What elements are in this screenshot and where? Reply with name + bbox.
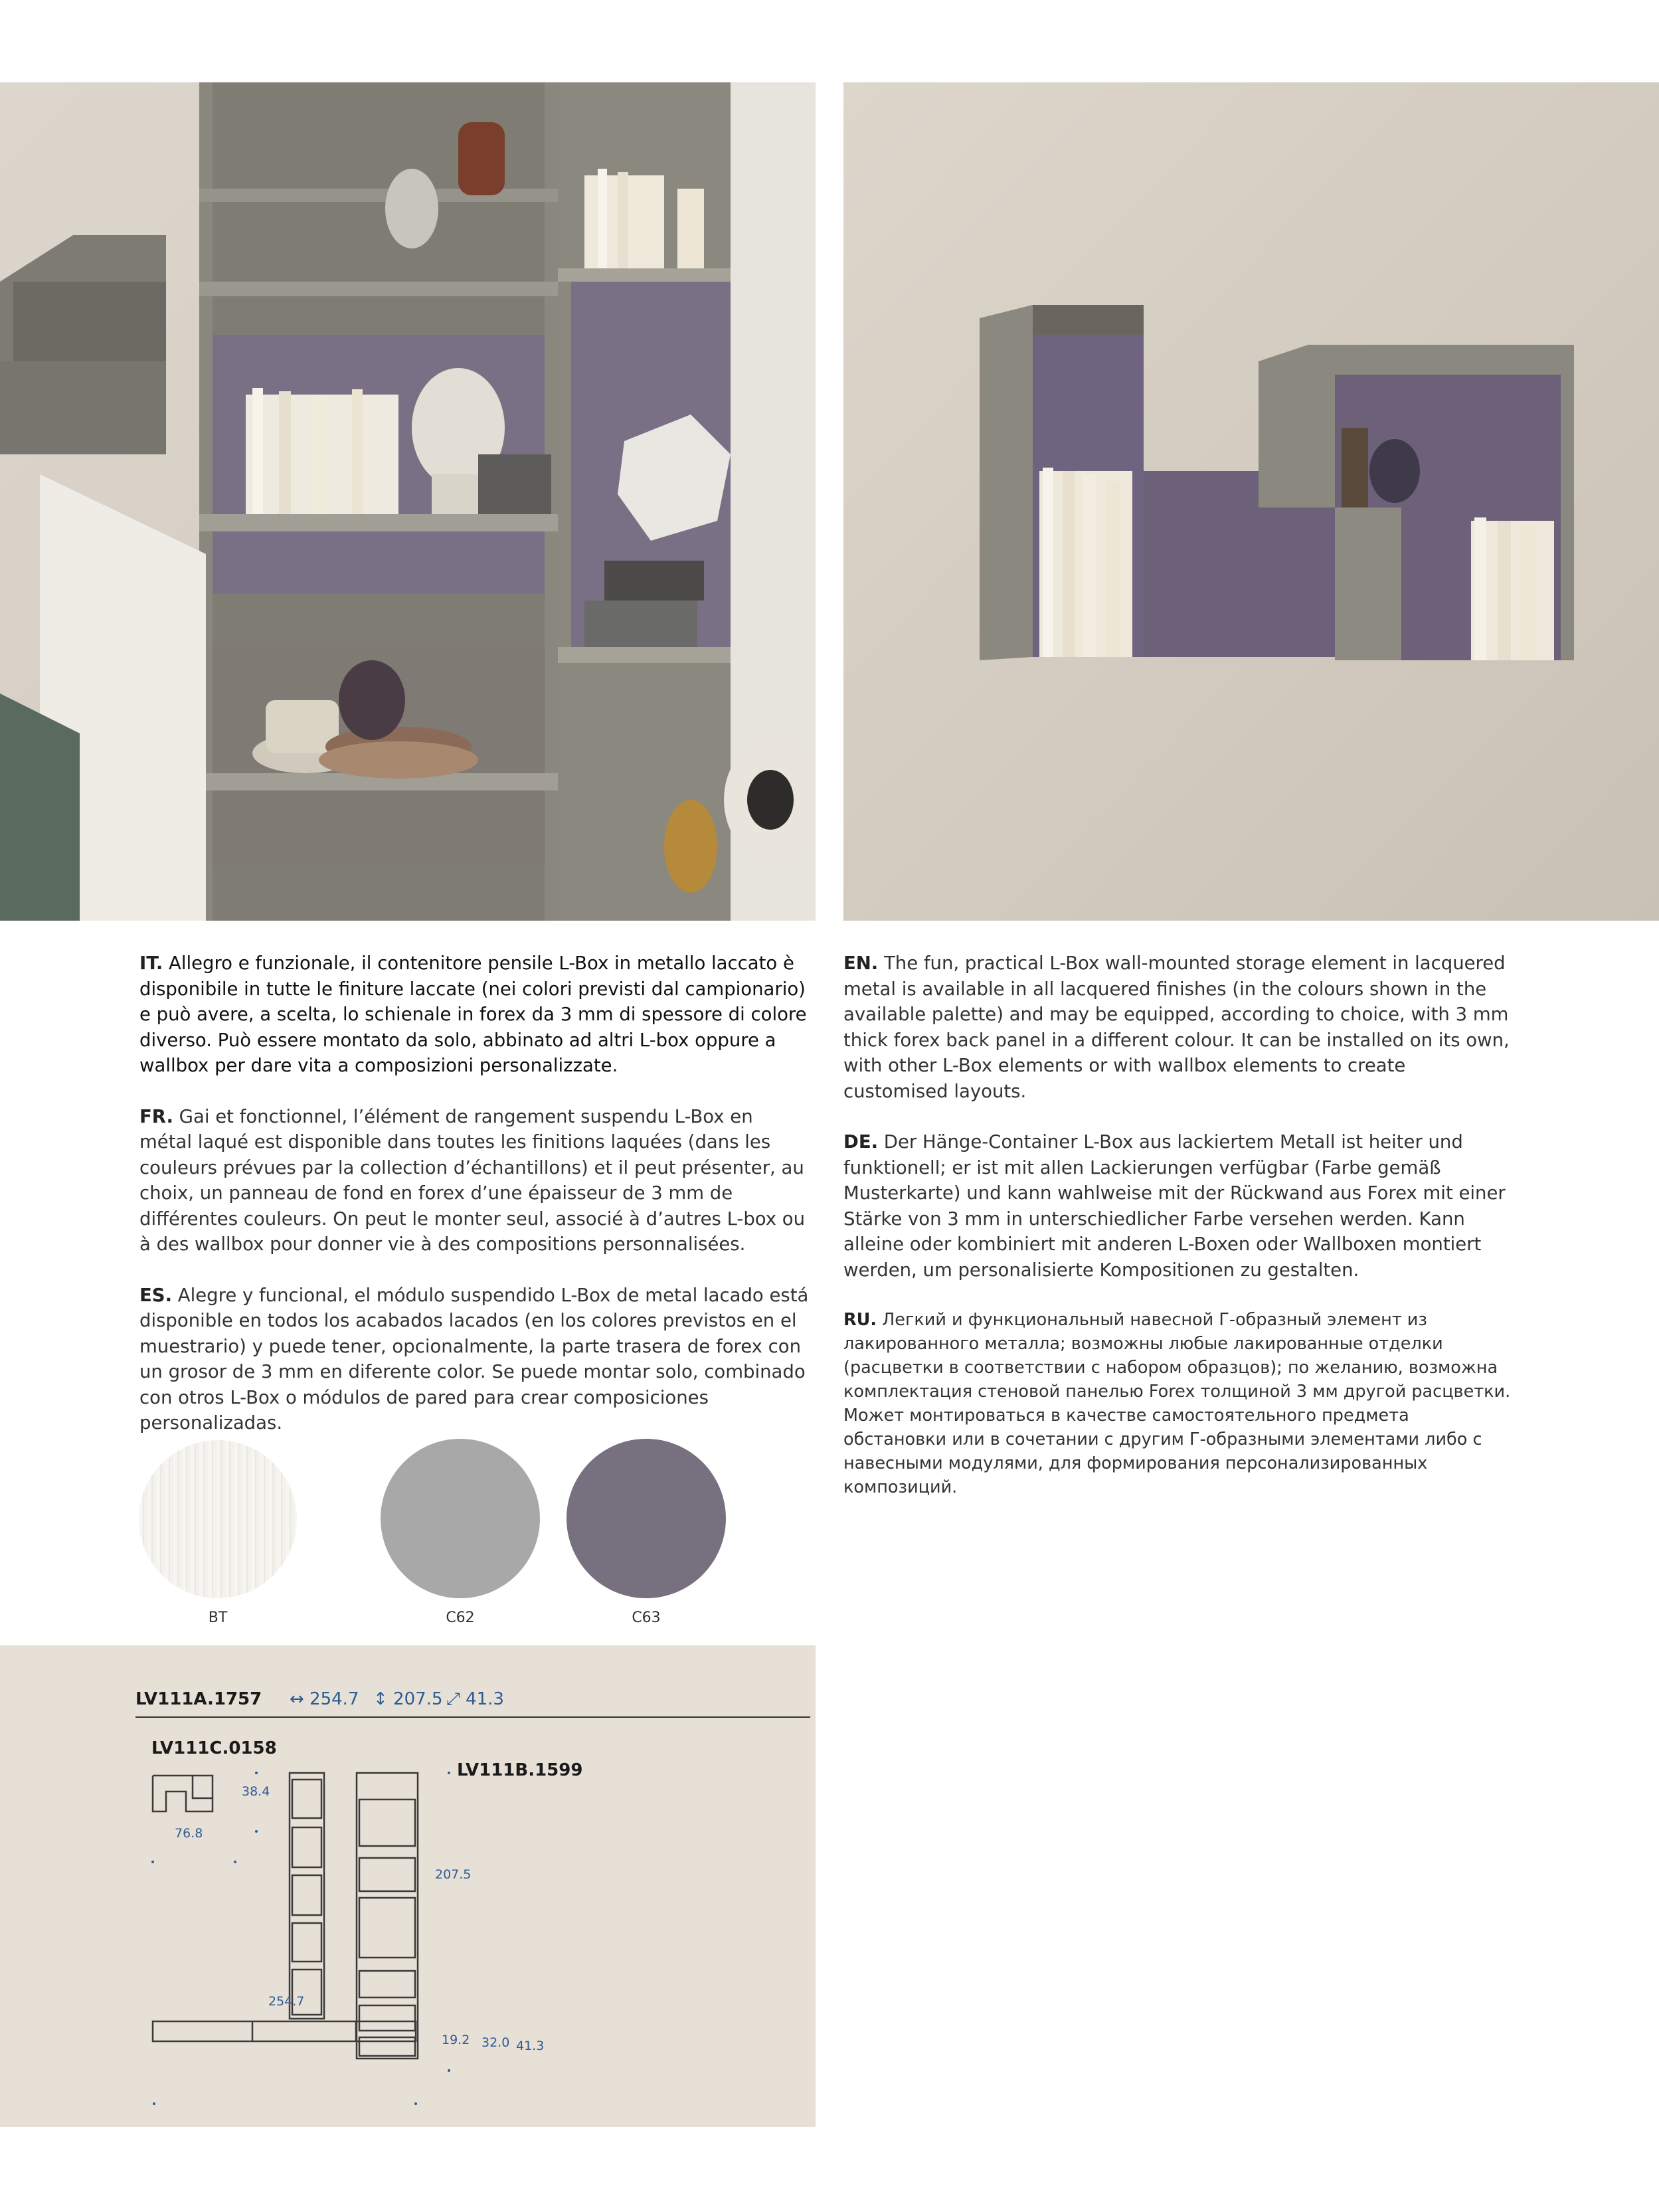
lang-code-en: EN. [843, 953, 879, 974]
depth-3: 41.3 [516, 2039, 545, 2053]
lang-code-es: ES. [139, 1284, 173, 1306]
lang-code-it: IT. [139, 953, 163, 974]
paragraph-en-body: The fun, practical L-Box wall-mounted storage element in lacquered metal is available in all lacquered finishes (in the colours shown in the available palette) and may be equipped, according to choice, with 3 mm thick forex back panel in a different colour. It can be installed on its own, with other L-Box elements or with wallbox elements to create customised layouts. [843, 953, 1510, 1102]
photo-left-shelving [0, 82, 816, 921]
paragraph-fr-body: Gai et fonctionnel, l’élément de rangement suspendu L-Box en métal laqué est disponible dans toutes les finitions laquées (dans les couleurs prévues par la collection d’échantillons) et il peut présenter, au choix, un panneau de fond en forex d’une épaisseur de 3 mm de différentes couleurs. On peut le monter seul, associé à d’autres L-box ou à des wallbox pour donner vie à des compositions personnalisées. [139, 1105, 806, 1255]
lbox-height: 38.4 [242, 1784, 270, 1799]
swatch-c63 [567, 1439, 726, 1598]
technical-drawing [133, 1758, 478, 2110]
paragraph-ru-body: Легкий и функциональный навесной Г-образный элемент из лакированного металла; возможны любые лакированные отделки (расцветки в соответствии с набором образцов); по желанию, возможна комплектация стеновой панелью Forex толщиной 3 мм другой расцветки. Может монтироваться в качестве самостоятельного предмета обстановки или в сочетании с другим Г-образными элементами либо с навесными модулями, для формирования персонализированных композиций. [843, 1310, 1511, 1497]
text-column-left [139, 951, 810, 1461]
unit-code: LV111B.1599 [457, 1760, 583, 1780]
main-code: LV111A.1757 [135, 1689, 262, 1709]
lang-code-de: DE. [843, 1131, 879, 1152]
depth-2: 32.0 [481, 2035, 510, 2050]
swatch-c62 [381, 1439, 540, 1598]
lang-code-ru: RU. [843, 1310, 877, 1330]
photo-right-lbox-wall [843, 82, 1659, 921]
header-rule [135, 1716, 810, 1718]
swatch-label-bt: BT [208, 1610, 228, 1626]
lbox-illustration [843, 82, 1659, 921]
text-column-right [843, 951, 1514, 1524]
paragraph-es [139, 1283, 810, 1436]
swatch-bt [139, 1440, 297, 1598]
swatch-label-c62: C62 [446, 1610, 475, 1626]
paragraph-it-body: Allegro e funzionale, il contenitore pensile L-Box in metallo laccato è disponibile in tutte le finiture laccate (nei colori previsti dal campionario) e può avere, a scelta, lo schienale in forex da 3 mm di spessore di colore diverso. Può essere montato da solo, abbinato ad altri L-box oppure a wallbox per dare vita a composizioni personalizzate. [139, 953, 807, 1076]
shelving-illustration [0, 82, 816, 921]
paragraph-ru [843, 1308, 1514, 1499]
lbox-code: LV111C.0158 [151, 1738, 277, 1758]
swatch-label-c63: C63 [632, 1610, 661, 1626]
main-height: ↕ 207.5 [373, 1689, 443, 1709]
comp-width: 254.7 [268, 1994, 305, 2009]
paragraph-fr [139, 1104, 810, 1257]
lang-code-fr: FR. [139, 1105, 173, 1127]
paragraph-de [843, 1129, 1514, 1283]
paragraph-en [843, 951, 1514, 1104]
depth-1: 19.2 [442, 2033, 470, 2047]
comp-height: 207.5 [435, 1867, 472, 1882]
main-width: ↔ 254.7 [290, 1689, 359, 1709]
technical-panel [0, 1645, 816, 2127]
paragraph-de-body: Der Hänge-Container L-Box aus lackiertem Metall ist heiter und funktionell; er ist mit allen Lackierungen verfügbar (Farbe gemäß Musterkarte) und kann wahlweise mit der Rückwand aus Forex mit einer Stärke von 3 mm in unterschiedlicher Farbe versehen werden. Kann alleine oder kombiniert mit anderen L-Boxen oder Wallboxen montiert werden, um personalisierte Kompositionen zu gestalten. [843, 1131, 1506, 1281]
paragraph-es-body: Alegre y funcional, el módulo suspendido L-Box de metal lacado está disponible en todos los acabados lacados (en los colores previstos en el muestrario) y puede tener, opcionalmente, la parte trasera de forex con un grosor de 3 mm en diferente color. Se puede montar solo, combinado con otros L-Box o módulos de pared para crear composiciones personalizadas. [139, 1284, 809, 1433]
lbox-width: 76.8 [175, 1826, 203, 1841]
main-depth: ⤢ 41.3 [446, 1689, 504, 1709]
paragraph-it [139, 951, 810, 1079]
